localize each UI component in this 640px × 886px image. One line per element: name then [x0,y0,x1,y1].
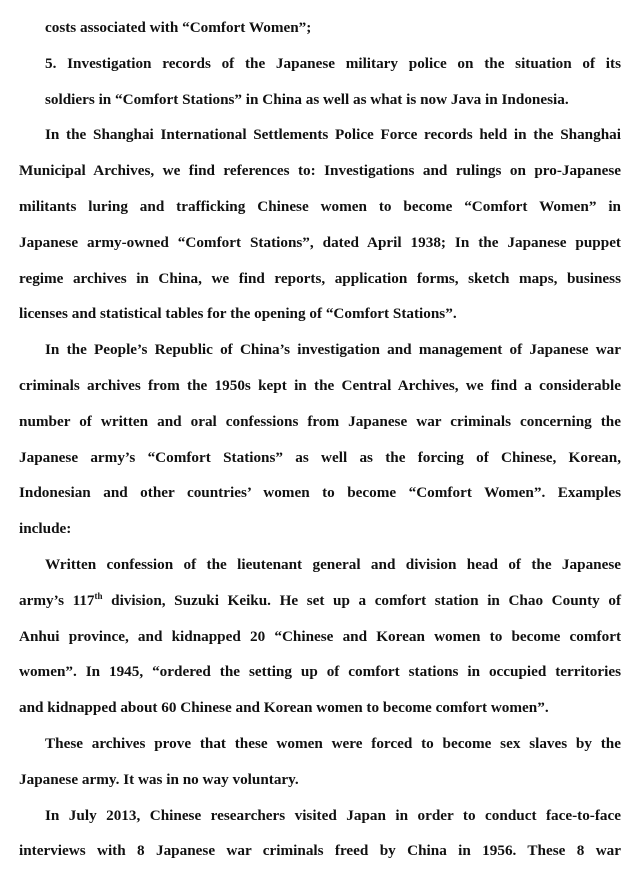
text-line: women”. In 1945, “ordered the setting up of comfort stations in occupied territories [19,663,621,681]
ordinal-suffix: th [94,590,103,601]
text-line: In the People’s Republic of China’s investigation and management of Japanese war [45,341,621,359]
text-line: number of written and oral confessions from Japanese war criminals concerning the [19,412,621,430]
text-line: criminals archives from the 1950s kept in the Central Archives, we find a considerable [19,376,621,394]
text-segment: army’s 117 [19,591,95,609]
text-line: soldiers in “Comfort Stations” in China as well as what is now Java in Indonesia. [45,90,569,108]
text-line: regime archives in China, we find reports, application forms, sketch maps, business [19,269,621,287]
text-line: Indonesian and other countries’ women to become “Comfort Women”. Examples [19,484,621,502]
text-line: Municipal Archives, we find references to: Investigations and rulings on pro-Japanese [19,162,621,180]
text-line: include: [19,520,72,538]
text-line: 5. Investigation records of the Japanese military police on the situation of its [45,54,621,72]
text-line: Japanese army. It was in no way voluntary. [19,770,299,788]
text-line: Anhui province, and kidnapped 20 “Chinese and Korean women to become comfort [19,627,621,645]
text-line: In the Shanghai International Settlements Police Force records held in the Shanghai [45,126,621,144]
text-line: Written confession of the lieutenant general and division head of the Japanese [45,555,621,573]
text-line: militants luring and trafficking Chinese women to become “Comfort Women” in [19,197,621,215]
text-line: Japanese army’s “Comfort Stations” as well as the forcing of Chinese, Korean, [19,448,621,466]
text-segment: division, Suzuki Keiku. He set up a comfort station in Chao County of [102,591,621,609]
text-line: costs associated with “Comfort Women”; [45,19,312,36]
text-line: Japanese army-owned “Comfort Stations”, dated April 1938; In the Japanese puppet [19,233,621,251]
text-line: In July 2013, Chinese researchers visited Japan in order to conduct face-to-face [45,806,621,824]
text-line [19,583,621,619]
text-line: These archives prove that these women were forced to become sex slaves by the [45,734,621,752]
text-line: and kidnapped about 60 Chinese and Korean women to become comfort women”. [19,699,549,717]
text-line: interviews with 8 Japanese war criminals freed by China in 1956. These 8 war [19,842,621,860]
text-line: licenses and statistical tables for the opening of “Comfort Stations”. [19,305,457,323]
